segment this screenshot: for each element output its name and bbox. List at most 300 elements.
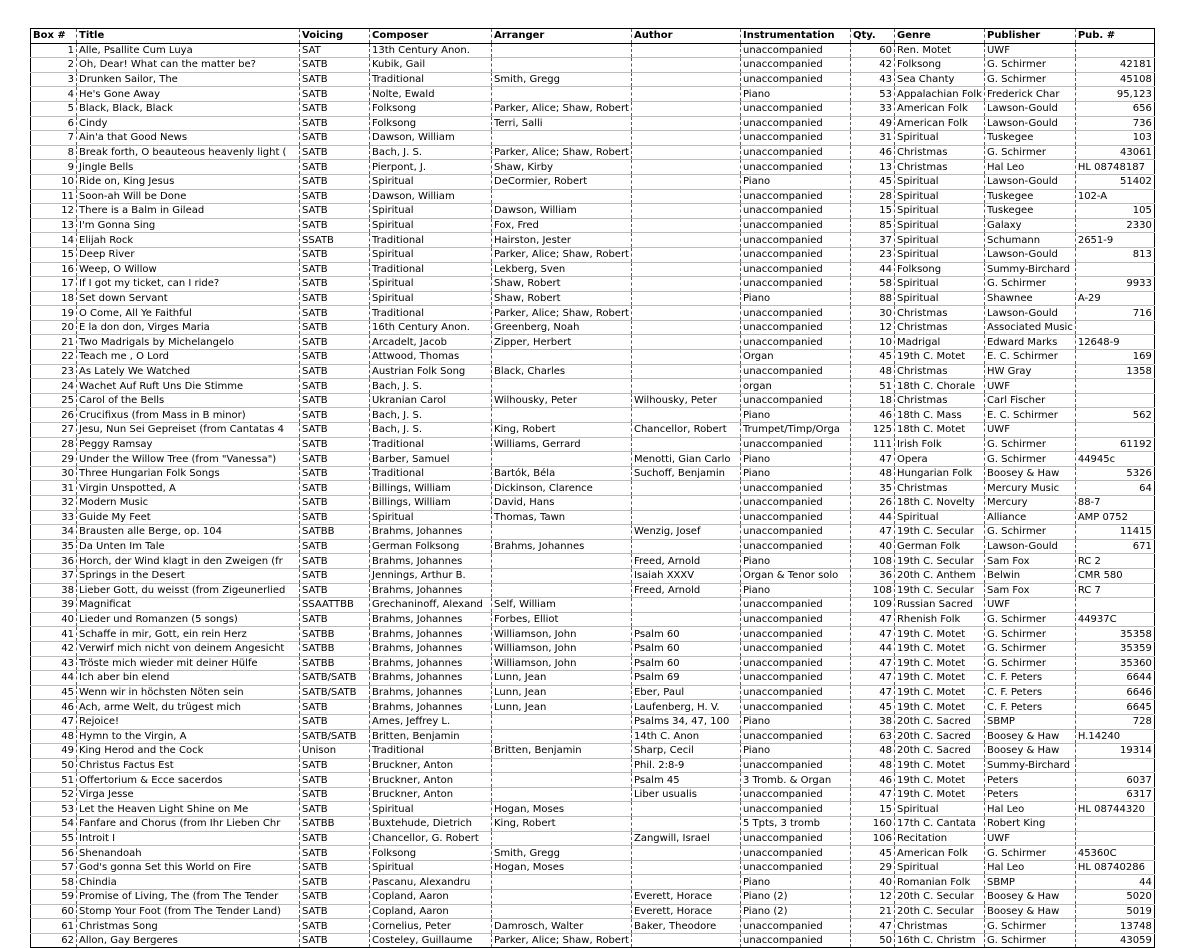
publisher-cell[interactable]: Hal Leo	[984, 802, 1075, 817]
quantity-cell[interactable]: 44	[850, 510, 894, 525]
publisher-cell[interactable]: Associated Music	[984, 320, 1075, 335]
box-number-cell[interactable]: 45	[31, 685, 77, 700]
quantity-cell[interactable]: 45	[850, 350, 894, 365]
pub-number-cell[interactable]: 813	[1075, 247, 1154, 262]
voicing-cell[interactable]: SSATB	[300, 233, 370, 248]
composer-cell[interactable]: Bach, J. S.	[370, 408, 492, 423]
header-quantity[interactable]: Qty.	[850, 29, 894, 44]
box-number-cell[interactable]: 62	[31, 933, 77, 948]
pub-number-cell[interactable]: 728	[1075, 714, 1154, 729]
author-cell[interactable]: Freed, Arnold	[631, 583, 740, 598]
composer-cell[interactable]: Brahms, Johannes	[370, 583, 492, 598]
title-cell[interactable]: Set down Servant	[77, 291, 300, 306]
quantity-cell[interactable]: 44	[850, 641, 894, 656]
quantity-cell[interactable]: 51	[850, 379, 894, 394]
publisher-cell[interactable]: Galaxy	[984, 218, 1075, 233]
title-cell[interactable]: I'm Gonna Sing	[77, 218, 300, 233]
genre-cell[interactable]: American Folk	[894, 846, 984, 861]
instrumentation-cell[interactable]: Organ	[740, 350, 850, 365]
box-number-cell[interactable]: 49	[31, 744, 77, 759]
author-cell[interactable]: Isaiah XXXV	[631, 568, 740, 583]
pub-number-cell[interactable]: AMP 0752	[1075, 510, 1154, 525]
pub-number-cell[interactable]: 64	[1075, 481, 1154, 496]
genre-cell[interactable]: Spiritual	[894, 247, 984, 262]
author-cell[interactable]: Psalm 60	[631, 627, 740, 642]
composer-cell[interactable]: Folksong	[370, 116, 492, 131]
author-cell[interactable]: 14th C. Anon	[631, 729, 740, 744]
quantity-cell[interactable]: 63	[850, 729, 894, 744]
author-cell[interactable]	[631, 204, 740, 219]
composer-cell[interactable]: Traditional	[370, 72, 492, 87]
title-cell[interactable]: God's gonna Set this World on Fire	[77, 860, 300, 875]
author-cell[interactable]: Phil. 2:8-9	[631, 758, 740, 773]
arranger-cell[interactable]: Parker, Alice; Shaw, Robert	[492, 101, 632, 116]
genre-cell[interactable]: Russian Sacred	[894, 598, 984, 613]
title-cell[interactable]: Soon-ah Will be Done	[77, 189, 300, 204]
title-cell[interactable]: Offertorium & Ecce sacerdos	[77, 773, 300, 788]
publisher-cell[interactable]: G. Schirmer	[984, 437, 1075, 452]
voicing-cell[interactable]: SATB/SATB	[300, 729, 370, 744]
instrumentation-cell[interactable]: Piano	[740, 174, 850, 189]
instrumentation-cell[interactable]: Piano	[740, 554, 850, 569]
genre-cell[interactable]: Spiritual	[894, 204, 984, 219]
header-pub-number[interactable]: Pub. #	[1075, 29, 1154, 44]
publisher-cell[interactable]: Shawnee	[984, 291, 1075, 306]
author-cell[interactable]	[631, 539, 740, 554]
publisher-cell[interactable]: Hal Leo	[984, 860, 1075, 875]
author-cell[interactable]	[631, 291, 740, 306]
genre-cell[interactable]: 19th C. Motet	[894, 685, 984, 700]
title-cell[interactable]: Verwirf mich nicht von deinem Angesicht	[77, 641, 300, 656]
author-cell[interactable]: Suchoff, Benjamin	[631, 466, 740, 481]
quantity-cell[interactable]: 111	[850, 437, 894, 452]
arranger-cell[interactable]	[492, 875, 632, 890]
pub-number-cell[interactable]: 103	[1075, 131, 1154, 146]
voicing-cell[interactable]: SATB	[300, 189, 370, 204]
arranger-cell[interactable]: Shaw, Robert	[492, 291, 632, 306]
arranger-cell[interactable]	[492, 714, 632, 729]
arranger-cell[interactable]: Lunn, Jean	[492, 671, 632, 686]
title-cell[interactable]: Elijah Rock	[77, 233, 300, 248]
author-cell[interactable]	[631, 58, 740, 73]
voicing-cell[interactable]: SATB	[300, 247, 370, 262]
composer-cell[interactable]: Jennings, Arthur B.	[370, 568, 492, 583]
voicing-cell[interactable]: SATB	[300, 306, 370, 321]
instrumentation-cell[interactable]: Piano	[740, 87, 850, 102]
composer-cell[interactable]: Spiritual	[370, 218, 492, 233]
arranger-cell[interactable]: David, Hans	[492, 496, 632, 511]
author-cell[interactable]	[631, 598, 740, 613]
title-cell[interactable]: Allon, Gay Bergeres	[77, 933, 300, 948]
box-number-cell[interactable]: 55	[31, 831, 77, 846]
genre-cell[interactable]: 18th C. Mass	[894, 408, 984, 423]
genre-cell[interactable]: 19th C. Motet	[894, 350, 984, 365]
title-cell[interactable]: Chindia	[77, 875, 300, 890]
voicing-cell[interactable]: SATB	[300, 539, 370, 554]
author-cell[interactable]	[631, 160, 740, 175]
instrumentation-cell[interactable]: unaccompanied	[740, 919, 850, 934]
pub-number-cell[interactable]: RC 7	[1075, 583, 1154, 598]
publisher-cell[interactable]: HW Gray	[984, 364, 1075, 379]
title-cell[interactable]: Guide My Feet	[77, 510, 300, 525]
publisher-cell[interactable]: Schumann	[984, 233, 1075, 248]
arranger-cell[interactable]: Black, Charles	[492, 364, 632, 379]
box-number-cell[interactable]: 60	[31, 904, 77, 919]
box-number-cell[interactable]: 20	[31, 320, 77, 335]
header-publisher[interactable]: Publisher	[984, 29, 1075, 44]
box-number-cell[interactable]: 46	[31, 700, 77, 715]
instrumentation-cell[interactable]: unaccompanied	[740, 320, 850, 335]
genre-cell[interactable]: Folksong	[894, 58, 984, 73]
pub-number-cell[interactable]: 562	[1075, 408, 1154, 423]
box-number-cell[interactable]: 58	[31, 875, 77, 890]
title-cell[interactable]: King Herod and the Cock	[77, 744, 300, 759]
voicing-cell[interactable]: SATB	[300, 116, 370, 131]
instrumentation-cell[interactable]: unaccompanied	[740, 831, 850, 846]
voicing-cell[interactable]: SATB	[300, 277, 370, 292]
author-cell[interactable]	[631, 72, 740, 87]
quantity-cell[interactable]: 37	[850, 233, 894, 248]
title-cell[interactable]: Alle, Psallite Cum Luya	[77, 43, 300, 58]
composer-cell[interactable]: Bach, J. S.	[370, 423, 492, 438]
genre-cell[interactable]: Spiritual	[894, 291, 984, 306]
composer-cell[interactable]: Traditional	[370, 306, 492, 321]
quantity-cell[interactable]: 15	[850, 204, 894, 219]
genre-cell[interactable]: Christmas	[894, 393, 984, 408]
box-number-cell[interactable]: 9	[31, 160, 77, 175]
composer-cell[interactable]: Brahms, Johannes	[370, 627, 492, 642]
instrumentation-cell[interactable]: unaccompanied	[740, 656, 850, 671]
arranger-cell[interactable]	[492, 452, 632, 467]
publisher-cell[interactable]: UWF	[984, 831, 1075, 846]
voicing-cell[interactable]: SATB	[300, 87, 370, 102]
quantity-cell[interactable]: 47	[850, 612, 894, 627]
genre-cell[interactable]: 19th C. Motet	[894, 656, 984, 671]
box-number-cell[interactable]: 30	[31, 466, 77, 481]
title-cell[interactable]: Horch, der Wind klagt in den Zweigen (fr	[77, 554, 300, 569]
voicing-cell[interactable]: SATB	[300, 568, 370, 583]
pub-number-cell[interactable]: 671	[1075, 539, 1154, 554]
instrumentation-cell[interactable]: unaccompanied	[740, 525, 850, 540]
voicing-cell[interactable]: SATB	[300, 204, 370, 219]
genre-cell[interactable]: 19th C. Motet	[894, 758, 984, 773]
composer-cell[interactable]: Chancellor, G. Robert	[370, 831, 492, 846]
pub-number-cell[interactable]: 716	[1075, 306, 1154, 321]
box-number-cell[interactable]: 48	[31, 729, 77, 744]
voicing-cell[interactable]: SAT	[300, 43, 370, 58]
composer-cell[interactable]: Spiritual	[370, 204, 492, 219]
quantity-cell[interactable]: 45	[850, 700, 894, 715]
voicing-cell[interactable]: SATBB	[300, 817, 370, 832]
arranger-cell[interactable]	[492, 58, 632, 73]
arranger-cell[interactable]: Terri, Salli	[492, 116, 632, 131]
pub-number-cell[interactable]	[1075, 262, 1154, 277]
composer-cell[interactable]: Brahms, Johannes	[370, 671, 492, 686]
title-cell[interactable]: Ain'a that Good News	[77, 131, 300, 146]
author-cell[interactable]	[631, 510, 740, 525]
title-cell[interactable]: Virgin Unspotted, A	[77, 481, 300, 496]
voicing-cell[interactable]: SATB	[300, 335, 370, 350]
voicing-cell[interactable]: SATB	[300, 350, 370, 365]
author-cell[interactable]	[631, 43, 740, 58]
author-cell[interactable]: Wilhousky, Peter	[631, 393, 740, 408]
publisher-cell[interactable]: Carl Fischer	[984, 393, 1075, 408]
composer-cell[interactable]: Ukranian Carol	[370, 393, 492, 408]
pub-number-cell[interactable]: 35359	[1075, 641, 1154, 656]
publisher-cell[interactable]: G. Schirmer	[984, 641, 1075, 656]
quantity-cell[interactable]: 48	[850, 744, 894, 759]
title-cell[interactable]: Carol of the Bells	[77, 393, 300, 408]
box-number-cell[interactable]: 41	[31, 627, 77, 642]
composer-cell[interactable]: Traditional	[370, 744, 492, 759]
box-number-cell[interactable]: 54	[31, 817, 77, 832]
pub-number-cell[interactable]: 2651-9	[1075, 233, 1154, 248]
author-cell[interactable]: Eber, Paul	[631, 685, 740, 700]
box-number-cell[interactable]: 28	[31, 437, 77, 452]
author-cell[interactable]	[631, 131, 740, 146]
instrumentation-cell[interactable]: Piano	[740, 875, 850, 890]
arranger-cell[interactable]: Dickinson, Clarence	[492, 481, 632, 496]
publisher-cell[interactable]: Belwin	[984, 568, 1075, 583]
box-number-cell[interactable]: 40	[31, 612, 77, 627]
publisher-cell[interactable]: Lawson-Gould	[984, 101, 1075, 116]
title-cell[interactable]: Deep River	[77, 247, 300, 262]
author-cell[interactable]	[631, 306, 740, 321]
composer-cell[interactable]: Traditional	[370, 466, 492, 481]
genre-cell[interactable]: 20th C. Secular	[894, 890, 984, 905]
composer-cell[interactable]: Bruckner, Anton	[370, 773, 492, 788]
publisher-cell[interactable]: G. Schirmer	[984, 277, 1075, 292]
publisher-cell[interactable]: Lawson-Gould	[984, 116, 1075, 131]
arranger-cell[interactable]	[492, 379, 632, 394]
box-number-cell[interactable]: 10	[31, 174, 77, 189]
arranger-cell[interactable]	[492, 773, 632, 788]
box-number-cell[interactable]: 38	[31, 583, 77, 598]
publisher-cell[interactable]: Robert King	[984, 817, 1075, 832]
title-cell[interactable]: Peggy Ramsay	[77, 437, 300, 452]
arranger-cell[interactable]	[492, 350, 632, 365]
composer-cell[interactable]: Bruckner, Anton	[370, 787, 492, 802]
composer-cell[interactable]: Spiritual	[370, 277, 492, 292]
publisher-cell[interactable]: Tuskegee	[984, 131, 1075, 146]
composer-cell[interactable]: Pascanu, Alexandru	[370, 875, 492, 890]
title-cell[interactable]: Wachet Auf Ruft Uns Die Stimme	[77, 379, 300, 394]
voicing-cell[interactable]: SSAATTBB	[300, 598, 370, 613]
genre-cell[interactable]: Ren. Motet	[894, 43, 984, 58]
box-number-cell[interactable]: 14	[31, 233, 77, 248]
composer-cell[interactable]: Grechaninoff, Alexand	[370, 598, 492, 613]
quantity-cell[interactable]: 85	[850, 218, 894, 233]
instrumentation-cell[interactable]: unaccompanied	[740, 860, 850, 875]
quantity-cell[interactable]: 47	[850, 671, 894, 686]
author-cell[interactable]: Psalm 45	[631, 773, 740, 788]
arranger-cell[interactable]	[492, 131, 632, 146]
box-number-cell[interactable]: 52	[31, 787, 77, 802]
voicing-cell[interactable]: SATB	[300, 423, 370, 438]
pub-number-cell[interactable]: 44945c	[1075, 452, 1154, 467]
arranger-cell[interactable]: Williamson, John	[492, 641, 632, 656]
title-cell[interactable]: E la don don, Virges Maria	[77, 320, 300, 335]
box-number-cell[interactable]: 39	[31, 598, 77, 613]
quantity-cell[interactable]: 106	[850, 831, 894, 846]
pub-number-cell[interactable]	[1075, 423, 1154, 438]
box-number-cell[interactable]: 25	[31, 393, 77, 408]
publisher-cell[interactable]: G. Schirmer	[984, 933, 1075, 948]
pub-number-cell[interactable]: 43061	[1075, 145, 1154, 160]
author-cell[interactable]	[631, 860, 740, 875]
title-cell[interactable]: Ich aber bin elend	[77, 671, 300, 686]
quantity-cell[interactable]: 38	[850, 714, 894, 729]
arranger-cell[interactable]: Wilhousky, Peter	[492, 393, 632, 408]
quantity-cell[interactable]: 49	[850, 116, 894, 131]
instrumentation-cell[interactable]: Piano (2)	[740, 890, 850, 905]
header-genre[interactable]: Genre	[894, 29, 984, 44]
genre-cell[interactable]: Irish Folk	[894, 437, 984, 452]
instrumentation-cell[interactable]: unaccompanied	[740, 481, 850, 496]
pub-number-cell[interactable]: 44	[1075, 875, 1154, 890]
publisher-cell[interactable]: G. Schirmer	[984, 612, 1075, 627]
publisher-cell[interactable]: UWF	[984, 43, 1075, 58]
box-number-cell[interactable]: 21	[31, 335, 77, 350]
box-number-cell[interactable]: 16	[31, 262, 77, 277]
composer-cell[interactable]: 13th Century Anon.	[370, 43, 492, 58]
author-cell[interactable]: Liber usualis	[631, 787, 740, 802]
genre-cell[interactable]: 19th C. Motet	[894, 787, 984, 802]
header-title[interactable]: Title	[77, 29, 300, 44]
title-cell[interactable]: Wenn wir in höchsten Nöten sein	[77, 685, 300, 700]
voicing-cell[interactable]: SATB	[300, 846, 370, 861]
instrumentation-cell[interactable]: unaccompanied	[740, 306, 850, 321]
box-number-cell[interactable]: 12	[31, 204, 77, 219]
voicing-cell[interactable]: SATBB	[300, 525, 370, 540]
voicing-cell[interactable]: SATBB	[300, 656, 370, 671]
publisher-cell[interactable]: Sam Fox	[984, 583, 1075, 598]
box-number-cell[interactable]: 17	[31, 277, 77, 292]
pub-number-cell[interactable]: 5326	[1075, 466, 1154, 481]
composer-cell[interactable]: Barber, Samuel	[370, 452, 492, 467]
instrumentation-cell[interactable]: unaccompanied	[740, 758, 850, 773]
instrumentation-cell[interactable]: unaccompanied	[740, 247, 850, 262]
voicing-cell[interactable]: SATB	[300, 262, 370, 277]
pub-number-cell[interactable]	[1075, 598, 1154, 613]
quantity-cell[interactable]: 10	[850, 335, 894, 350]
author-cell[interactable]	[631, 320, 740, 335]
voicing-cell[interactable]: SATB	[300, 773, 370, 788]
instrumentation-cell[interactable]: unaccompanied	[740, 787, 850, 802]
genre-cell[interactable]: Romanian Folk	[894, 875, 984, 890]
arranger-cell[interactable]: Williams, Gerrard	[492, 437, 632, 452]
title-cell[interactable]: Three Hungarian Folk Songs	[77, 466, 300, 481]
title-cell[interactable]: Lieder und Romanzen (5 songs)	[77, 612, 300, 627]
voicing-cell[interactable]: SATB	[300, 904, 370, 919]
instrumentation-cell[interactable]: unaccompanied	[740, 933, 850, 948]
quantity-cell[interactable]: 88	[850, 291, 894, 306]
arranger-cell[interactable]	[492, 787, 632, 802]
voicing-cell[interactable]: SATB	[300, 72, 370, 87]
voicing-cell[interactable]: SATB	[300, 583, 370, 598]
quantity-cell[interactable]: 125	[850, 423, 894, 438]
pub-number-cell[interactable]: 105	[1075, 204, 1154, 219]
author-cell[interactable]: Everett, Horace	[631, 904, 740, 919]
genre-cell[interactable]: Appalachian Folk	[894, 87, 984, 102]
voicing-cell[interactable]: SATB	[300, 919, 370, 934]
arranger-cell[interactable]: Greenberg, Noah	[492, 320, 632, 335]
publisher-cell[interactable]: Sam Fox	[984, 554, 1075, 569]
genre-cell[interactable]: 20th C. Sacred	[894, 714, 984, 729]
title-cell[interactable]: Tröste mich wieder mit deiner Hülfe	[77, 656, 300, 671]
title-cell[interactable]: As Lately We Watched	[77, 364, 300, 379]
quantity-cell[interactable]: 12	[850, 320, 894, 335]
arranger-cell[interactable]	[492, 890, 632, 905]
title-cell[interactable]: Da Unten Im Tale	[77, 539, 300, 554]
voicing-cell[interactable]: SATB	[300, 320, 370, 335]
genre-cell[interactable]: Recitation	[894, 831, 984, 846]
voicing-cell[interactable]: SATB	[300, 860, 370, 875]
voicing-cell[interactable]: SATB/SATB	[300, 685, 370, 700]
arranger-cell[interactable]: Lunn, Jean	[492, 685, 632, 700]
header-composer[interactable]: Composer	[370, 29, 492, 44]
genre-cell[interactable]: American Folk	[894, 101, 984, 116]
arranger-cell[interactable]: Self, William	[492, 598, 632, 613]
voicing-cell[interactable]: SATB/SATB	[300, 671, 370, 686]
quantity-cell[interactable]: 13	[850, 160, 894, 175]
arranger-cell[interactable]	[492, 583, 632, 598]
arranger-cell[interactable]	[492, 729, 632, 744]
genre-cell[interactable]: Madrigal	[894, 335, 984, 350]
instrumentation-cell[interactable]: unaccompanied	[740, 612, 850, 627]
publisher-cell[interactable]: Mercury	[984, 496, 1075, 511]
genre-cell[interactable]: Rhenish Folk	[894, 612, 984, 627]
publisher-cell[interactable]: G. Schirmer	[984, 58, 1075, 73]
title-cell[interactable]: Promise of Living, The (from The Tender	[77, 890, 300, 905]
composer-cell[interactable]: Spiritual	[370, 802, 492, 817]
publisher-cell[interactable]: G. Schirmer	[984, 919, 1075, 934]
genre-cell[interactable]: 19th C. Secular	[894, 525, 984, 540]
author-cell[interactable]: Menotti, Gian Carlo	[631, 452, 740, 467]
pub-number-cell[interactable]: 6646	[1075, 685, 1154, 700]
publisher-cell[interactable]: Boosey & Haw	[984, 729, 1075, 744]
author-cell[interactable]	[631, 101, 740, 116]
box-number-cell[interactable]: 24	[31, 379, 77, 394]
title-cell[interactable]: Jesu, Nun Sei Gepreiset (from Cantatas 4	[77, 423, 300, 438]
arranger-cell[interactable]: Parker, Alice; Shaw, Robert	[492, 933, 632, 948]
title-cell[interactable]: Cindy	[77, 116, 300, 131]
composer-cell[interactable]: Ames, Jeffrey L.	[370, 714, 492, 729]
instrumentation-cell[interactable]: unaccompanied	[740, 846, 850, 861]
quantity-cell[interactable]: 40	[850, 539, 894, 554]
title-cell[interactable]: Weep, O Willow	[77, 262, 300, 277]
quantity-cell[interactable]: 60	[850, 43, 894, 58]
pub-number-cell[interactable]	[1075, 320, 1154, 335]
voicing-cell[interactable]: SATB	[300, 890, 370, 905]
composer-cell[interactable]: German Folksong	[370, 539, 492, 554]
pub-number-cell[interactable]: 45360C	[1075, 846, 1154, 861]
genre-cell[interactable]: 19th C. Motet	[894, 627, 984, 642]
author-cell[interactable]	[631, 612, 740, 627]
voicing-cell[interactable]: SATB	[300, 160, 370, 175]
instrumentation-cell[interactable]: unaccompanied	[740, 437, 850, 452]
genre-cell[interactable]: Sea Chanty	[894, 72, 984, 87]
genre-cell[interactable]: Christmas	[894, 919, 984, 934]
pub-number-cell[interactable]: RC 2	[1075, 554, 1154, 569]
instrumentation-cell[interactable]: 5 Tpts, 3 tromb	[740, 817, 850, 832]
quantity-cell[interactable]: 26	[850, 496, 894, 511]
voicing-cell[interactable]: SATB	[300, 700, 370, 715]
header-author[interactable]: Author	[631, 29, 740, 44]
composer-cell[interactable]: Spiritual	[370, 247, 492, 262]
author-cell[interactable]	[631, 87, 740, 102]
box-number-cell[interactable]: 15	[31, 247, 77, 262]
